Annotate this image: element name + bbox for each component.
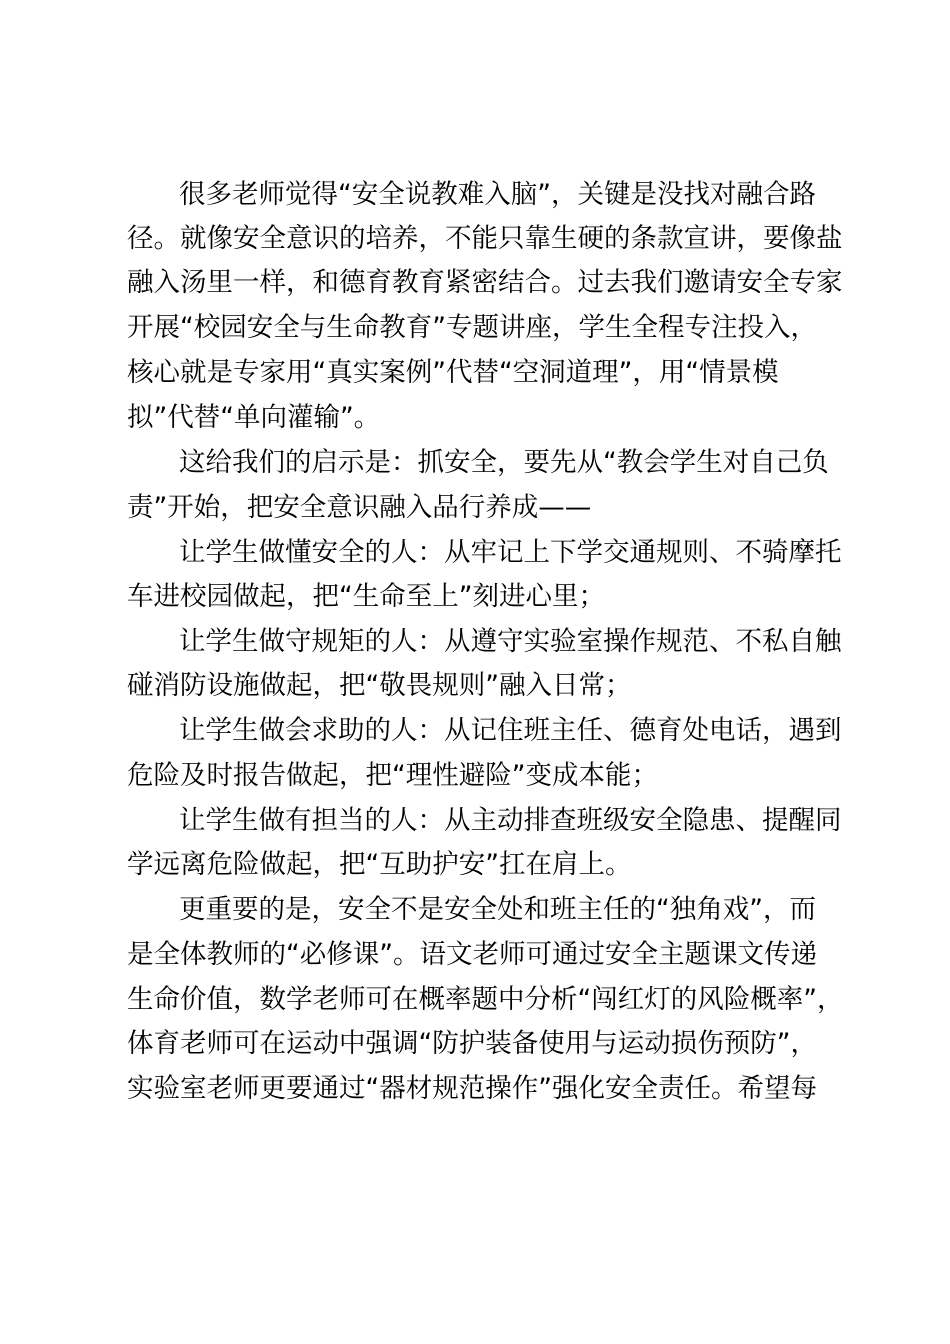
text-line-9: 让学生做懂安全的人：从牢记上下学交通规则、不骑摩托 <box>179 537 842 568</box>
text-line-19: 生命价值，数学老师可在概率题中分析“闯红灯的风险概率”， <box>127 984 844 1015</box>
text-line-17: 更重要的是，安全不是安全处和班主任的“独角戏”，而 <box>179 894 816 925</box>
text-line-13: 让学生做会求助的人：从记住班主任、德育处电话，遇到 <box>179 715 842 746</box>
text-line-12: 碰消防设施做起，把“敬畏规则”融入日常； <box>127 670 632 701</box>
text-line-6: 拟”代替“单向灌输”。 <box>127 402 381 433</box>
text-line-18: 是全体教师的“必修课”。语文老师可通过安全主题课文传递 <box>127 939 817 970</box>
text-line-1: 很多老师觉得“安全说教难入脑”，关键是没找对融合路 <box>179 179 816 210</box>
text-line-16: 学远离危险做起，把“互助护安”扛在肩上。 <box>127 849 632 880</box>
text-line-14: 危险及时报告做起，把“理性避险”变成本能； <box>127 760 658 791</box>
text-line-2: 径。就像安全意识的培养，不能只靠生硬的条款宣讲，要像盐 <box>127 223 843 254</box>
text-line-7: 这给我们的启示是：抓安全，要先从“教会学生对自己负 <box>179 447 829 478</box>
text-line-8: 责”开始，把安全意识融入品行养成—— <box>127 492 592 523</box>
text-line-10: 车进校园做起，把“生命至上”刻进心里； <box>127 581 605 612</box>
text-line-5: 核心就是专家用“真实案例”代替“空洞道理”，用“情景模 <box>127 357 779 388</box>
text-line-20: 体育老师可在运动中强调“防护装备使用与运动损伤预防”， <box>127 1028 817 1059</box>
text-line-21: 实验室老师更要通过“器材规范操作”强化安全责任。希望每 <box>127 1073 817 1104</box>
text-line-11: 让学生做守规矩的人：从遵守实验室操作规范、不私自触 <box>179 626 842 657</box>
text-line-15: 让学生做有担当的人：从主动排查班级安全隐患、提醒同 <box>179 805 842 836</box>
text-line-3: 融入汤里一样，和德育教育紧密结合。过去我们邀请安全专家 <box>127 267 843 298</box>
text-line-4: 开展“校园安全与生命教育”专题讲座，学生全程专注投入， <box>127 312 817 343</box>
